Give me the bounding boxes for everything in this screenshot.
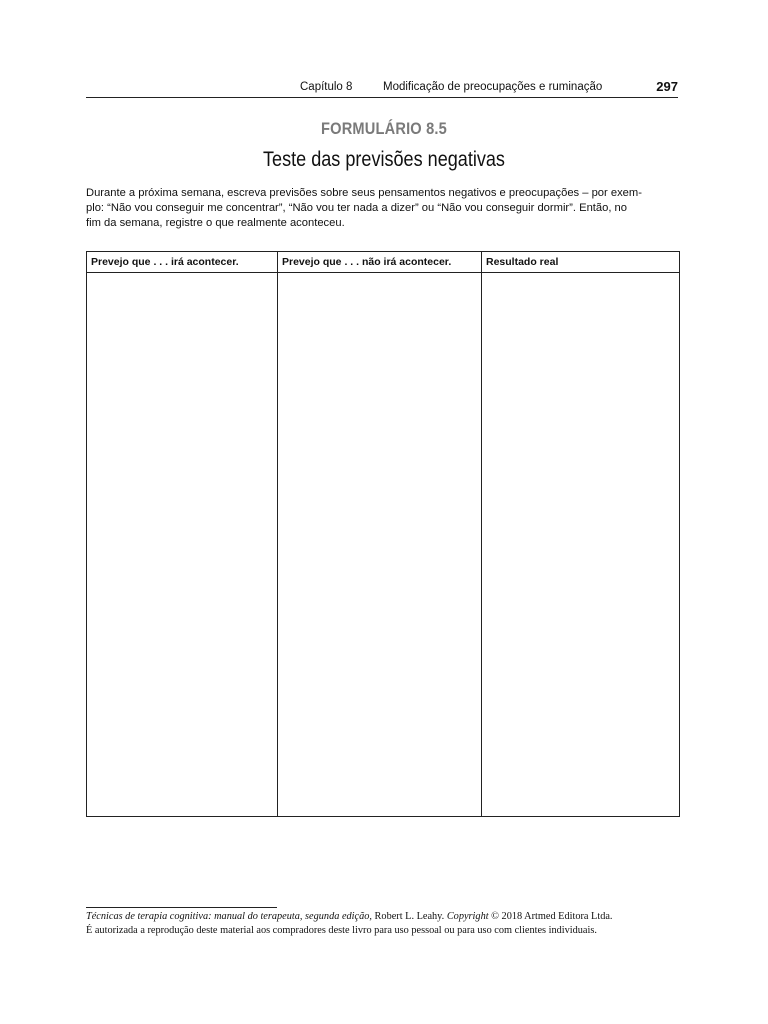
running-header — [86, 80, 678, 98]
instructions-line-1: Durante a próxima semana, escreva previsões sobre seus pensamentos negativos e preocupações – por exem- — [86, 187, 642, 199]
table-row — [87, 273, 680, 817]
column-header-will-not-happen: Prevejo que . . . não irá acontecer. — [278, 252, 482, 273]
page-number: 297 — [656, 79, 678, 94]
cell-will-happen[interactable] — [87, 273, 278, 817]
footer-line-1 — [86, 910, 706, 924]
copyright-notice: © 2018 Artmed Editora Ltda. — [488, 911, 613, 922]
footer-divider — [86, 907, 277, 908]
book-title: Técnicas de terapia cognitiva: manual do terapeuta, segunda edição, — [86, 911, 372, 922]
predictions-table — [86, 251, 680, 817]
form-number: FORMULÁRIO 8.5 — [321, 119, 447, 138]
footer-permission: É autorizada a reprodução deste material aos compradores deste livro para uso pessoal ou para uso com clientes individuais. — [86, 925, 597, 936]
column-header-will-happen: Prevejo que . . . irá acontecer. — [87, 252, 278, 273]
column-header-actual-result: Resultado real — [482, 252, 680, 273]
form-title: Teste das previsões negativas — [263, 148, 505, 171]
copyright-word: Copyright — [446, 911, 489, 922]
chapter-title: Modificação de preocupações e ruminação — [383, 81, 603, 93]
cell-will-not-happen[interactable] — [278, 273, 482, 817]
instructions — [86, 186, 678, 231]
instructions-line-2: plo: “Não vou conseguir me concentrar”, “Não vou ter nada a dizer” ou “Não vou conseguir dormir”. Então, no — [86, 202, 627, 214]
book-author: Robert L. Leahy. — [371, 911, 447, 922]
cell-actual-result[interactable] — [482, 273, 680, 817]
instructions-line-3: fim da semana, registre o que realmente aconteceu. — [86, 217, 345, 229]
footer-credits — [86, 910, 706, 938]
chapter-label: Capítulo 8 — [300, 81, 353, 93]
table-header-row — [87, 252, 680, 273]
